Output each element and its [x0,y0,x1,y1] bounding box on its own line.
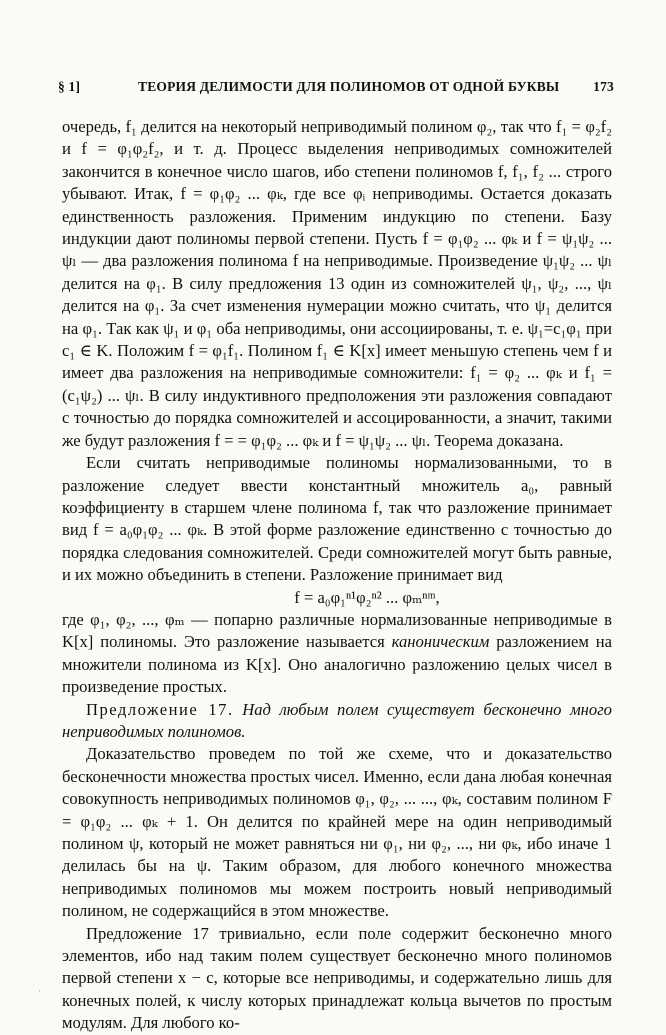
running-header [58,79,614,99]
canonical-term: каноническим [391,632,490,652]
scan-mark: · [38,986,41,996]
chapter-title: ТЕОРИЯ ДЕЛИМОСТИ ДЛЯ ПОЛИНОМОВ ОТ ОДНОЙ БУКВЫ [138,79,560,94]
proposition-statement: Над любым полем существует бесконечно много неприводимых полиномов. [62,699,612,741]
page-number: 173 [593,79,614,94]
canonical-text-after: разложением на множители полинома из K[x]. Оно аналогично разложению целых чисел в произведение простых. [62,632,612,697]
paragraph-proof-17: Доказательство проведем по той же схеме, что и доказательство бесконечности множества простых чисел. Именно, если дана любая конечная совокупность неприводимых полиномов φ₁, φ₂, ... ..., φₖ, составим полином F = φ₁φ₂ ... φₖ + 1. Он делится по крайней мере на один неприводимый полином ψ, который не может равняться ни φ₁, ни φ₂, ..., ни φₖ, ибо иначе 1 делилась бы на ψ. Таким образом, для любого конечного множества неприводимых полиномов мы можем построить новый неприводимый полином, не содержащийся в этом множестве. [62,744,612,921]
paragraph-proof-continuation: очередь, f₁ делится на некоторый неприводимый полином φ₂, так что f₁ = φ₂f₂ и f = φ₁φ₂f₂, и т. д. Процесс выделения неприводимых сомножителей закончится в конечное число шагов, ибо степени полиномов f, f₁, f₂ ... строго убывают. Итак, f = φ₁φ₂ ... φₖ, где все φᵢ неприводимы. Остается доказать единственность разложения. Применим индукцию по степени. Базу индукции дают полиномы первой степени. Пусть f = φ₁φ₂ ... φₖ и f = ψ₁ψ₂ ... ψₗ — два разложения полинома f на неприводимые. Произведение ψ₁ψ₂ ... ψₗ делится на φ₁. В силу предложения 13 один из сомножителей ψ₁, ψ₂, ..., ψₗ делится на φ₁. За счет изменения нумерации можно считать, что ψ₁ делится на φ₁. Так как ψ₁ и φ₁ оба неприводимы, они ассоциированы, т. е. ψ₁=c₁φ₁ при c₁ ∈ K. Положим f = φ₁f₁. Полином f₁ ∈ K[x] имеет меньшую степень чем f и имеет два разложения на неприводимые сомножители: f₁ = φ₂ ... φₖ и f₁ = (c₁ψ₂) ... ψₗ. В силу индуктивного предположения эти разложения совпадают с точностью до порядка сомножителей и ассоцированности, а значит, такими же будут разложения f = = φ₁φ₂ ... φₖ и f = ψ₁ψ₂ ... ψₗ. Теорема доказана. [62,117,612,450]
paragraph-remark-17: Предложение 17 тривиально, если поле содержит бесконечно много элементов, ибо над таким полем существует бесконечно много полиномов первой степени x − c, которые все неприводимы, и содержательно лишь для конечных полей, к числу которых принадлежат кольца вычетов по простым модулям. Для любого ко- [62,923,612,1033]
proposition-label: Предложение 17. [86,699,234,719]
section-marker: § 1] [58,79,81,94]
proposition-17 [62,699,612,744]
paragraph-canonical [62,609,612,699]
paragraph-normalization: Если считать неприводимые полиномы нормализованными, то в разложение следует ввести константный множитель a₀, равный коэффициенту в старшем члене полинома f, так что разложение принимает вид f = a₀φ₁φ₂ ... φₖ. В этой форме разложение единственно с точностью до порядка следования сомножителей. Среди сомножителей могут быть равные, и их можно объединить в степени. Разложение принимает вид [62,453,612,585]
canonical-text-before: где φ₁, φ₂, ..., φₘ — попарно различные нормализованные неприводимые в K[x] полиномы. Это разложение называется [62,609,612,652]
formula-canonical-decomposition: f = a₀φ₁ⁿ¹φ₂ⁿ² ... φₘⁿᵐ, [294,587,440,607]
page-body [62,116,612,1035]
